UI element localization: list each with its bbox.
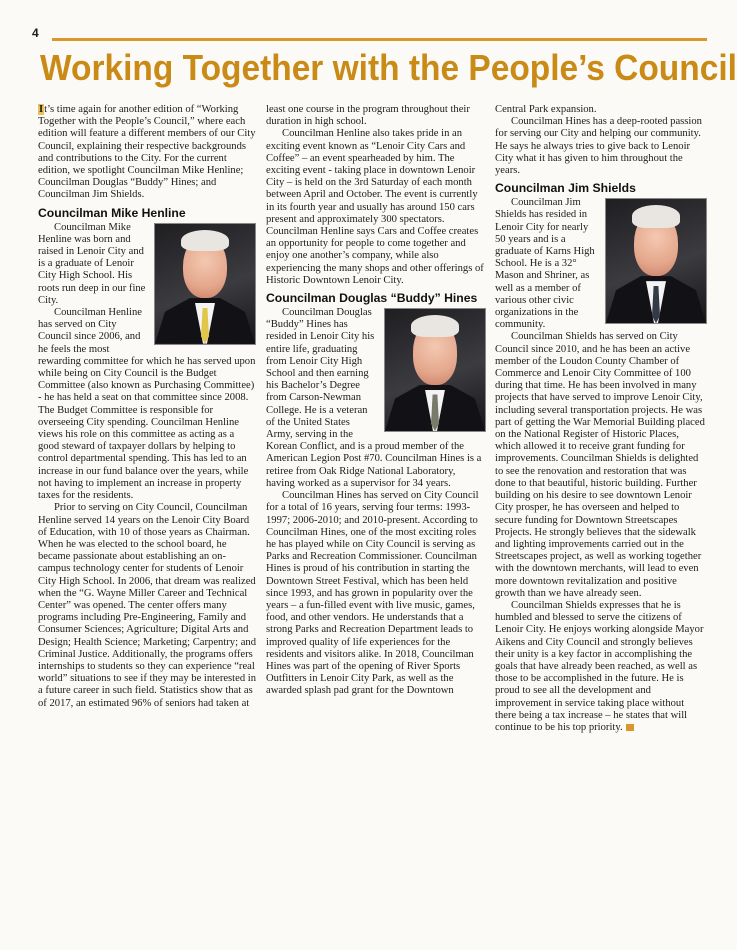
henline-paragraph-4: least one course in the program throughout their duration in high school. [266, 104, 470, 128]
headline: Working Together with the People’s Council [40, 47, 737, 88]
henline-paragraph-1: Councilman Mike Henline was born and raised in Lenoir City and is a graduate of Lenoir City High School. His roots run deep in our fine City. [38, 221, 146, 306]
hines-paragraph-3: Central Park expansion. [495, 104, 597, 115]
henline-paragraph-5: Councilman Henline also takes pride in an exciting event known as “Lenoir City Cars and Coffee” – an event spearheaded by him. The exciting event - taking place in downtown Lenoir City – is held on the 3rd Saturday of each month between April and October. The event is currently in its fourth year and usually has around 150 cars present and approximately 300 spectators. Councilman Henline says Cars and Coffee creates an opportunity for people to come together and enjoy one another’s company, while also experiencing the many shops and other offerings of Historic Downtown Lenoir City. [266, 128, 484, 286]
shields-heading: Councilman Jim Shields [495, 181, 636, 196]
hines-paragraph-1: Councilman Douglas “Buddy” Hines has resided in Lenoir City his entire life, graduating from Lenoir City High School and then earning his Bachelor’s Degree from Carson-Newman College. He is a veteran of the United States Army, serving in the Korean Conflict, and is a proud member of the American Legion Post #70. Councilman Hines is a retiree from Oak Ridge National Laboratory, having worked as a supervisor for 34 years. [266, 307, 482, 489]
shields-paragraph-3 [495, 600, 707, 734]
shields-paragraph-3-text: Councilman Shields expresses that he is humbled and blessed to serve the citizens of Lenoir City. He enjoys working alongside Mayor Aikens and City Council and strongly believes their unity is a key factor in accomplishing the goals that have already been reached, as well as those to be accomplished in the future. He is proud to see all the development and improvement in service taking place without there being a tax increase – he states that will continue to be his top priority. [495, 599, 704, 733]
shields-hair [632, 205, 680, 227]
hines-hair [411, 315, 459, 337]
page-number: 4 [32, 26, 39, 40]
hines-paragraph-4: Councilman Hines has a deep-rooted passion for serving our City and helping our community. He says he always tries to give back to Lenoir City what it has given to him throughout the years. [495, 116, 702, 177]
henline-paragraph-2: Councilman Henline has served on City Council since 2006, and he feels the most rewarding committee for which he has served upon while being on City Council is the Budget Committee (also known as Purchasing Committee) - he has held a seat on that committee since 2008. The Budget Committee is responsible for overseeing City spending. Councilman Henline views his role on this committee as acting as a good steward of taxpayer dollars by helping to control departmental spending. This has led to an increase in our fund balance over the years, while not having to implement an increase in property taxes for the residents. [38, 307, 256, 502]
intro-text: t’s time again for another edition of “Working Together with the People’s Council,” where each edition will feature a different members of our City Council, explaining their respective backgrounds and contributions to the City. For the current edition, we spotlight Councilman Mike Henline; Councilman Douglas “Buddy” Hines; and Councilman Jim Shields. [38, 104, 256, 201]
column-3 [495, 104, 707, 734]
hines-heading: Councilman Douglas “Buddy” Hines [266, 291, 478, 306]
henline-hair [181, 230, 229, 252]
column-2 [266, 104, 486, 698]
shields-photo [605, 198, 707, 324]
henline-photo [154, 223, 256, 345]
shields-paragraph-1: Councilman Jim Shields has resided in Lenoir City for nearly 50 years and is a graduate of Karns High School. He is a 32° Mason and Shriner, as well as a member of various other civic organizations in the community. [495, 197, 595, 331]
intro-paragraph [38, 104, 256, 202]
shields-paragraph-2: Councilman Shields has served on City Council since 2010, and he has been an active member of the Loudon County Chamber of Commerce and Lenoir City Committee of 100 during that time. He has been involved in many projects that have served to improve Lenoir City, including several transportation projects. He was part of getting the War Memorial Building placed on the National Register of Historic Places, which allowed it to receive grant funding for improvements. Councilman Shields is delighted to see the renovation and restoration that was done to that beautiful, historic building. Further building on his desire to see downtown Lenoir City prosper, he has overseen and helped to secure funding for Downtown Streetscapes Projects. He strongly believes that the sidewalk and lighting improvements carried out in the Streetscapes project, as well as working together with the downtown merchants, will lead to even more downtown revitalization and positive growth than we have already seen. [495, 331, 705, 599]
column-1 [38, 104, 256, 710]
hines-paragraph-2: Councilman Hines has served on City Council for a total of 16 years, serving four terms: 1993-1997; 2006-2010; and 2010-present. According to Councilman Hines, one of the most exciting roles he has played while on City Council is serving as Parks and Recreation Commissioner. Councilman Hines is proud of his contribution in starting the Downtown Street Festival, which has been held since 1993, and has grown in popularity over the years – a fun-filled event with live music, games, food, and other vendors. He understands that a strong Parks and Recreation Department leads to improved quality of life experiences for the residents and visitors alike. In 2018, Councilman Hines was part of the opening of River Sports Outfitters in Lenoir City Park, as well as the awarded splash pad grant for the Downtown [266, 490, 479, 697]
header-rule [52, 38, 707, 41]
hines-photo [384, 308, 486, 432]
end-mark-icon [626, 724, 634, 731]
henline-paragraph-3: Prior to serving on City Council, Councilman Henline served 14 years on the Lenoir City Board of Education, with 10 of those years as Chairman. When he was elected to the school board, he became passionate about establishing an on-campus technology center for students of Lenoir City High School. In 2006, that dream was realized when the “G. Wayne Miller Career and Technical Center” was opened. The center offers many programs including Pre-Engineering, Family and Consumer Sciences; Agriculture; Digital Arts and Design; Health Science; Marketing; Carpentry; and Criminal Justice. Additionally, the programs offers internships to students so they can experience “real world” situations to see if they may be interested in a future career in such field. Statistics show that as of 2017, an estimated 96% of seniors had taken at [38, 502, 256, 709]
drop-cap: I [39, 104, 44, 115]
henline-heading: Councilman Mike Henline [38, 205, 186, 220]
